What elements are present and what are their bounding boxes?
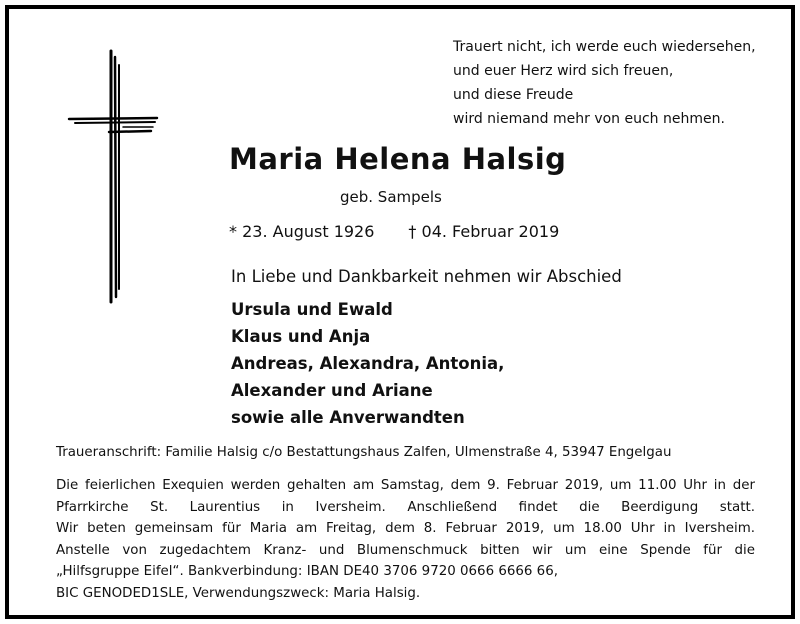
- poem-line: und euer Herz wird sich freuen,: [453, 63, 674, 79]
- mourning-address: Traueranschrift: Familie Halsig c/o Bestattungshaus Zalfen, Ulmenstraße 4, 53947 Engelgau: [56, 445, 672, 460]
- mourner-line: Alexander und Ariane: [231, 381, 433, 400]
- poem-line: wird niemand mehr von euch nehmen.: [453, 111, 725, 127]
- details-line: Wir beten gemeinsam für Maria am Freitag, dem 8. Februar 2019, um 18.00 Uhr in Iversheim.: [56, 521, 755, 536]
- mourner-line: sowie alle Anverwandten: [231, 408, 465, 427]
- details-line: BIC GENODED1SLE, Verwendungszweck: Maria Halsig.: [56, 585, 421, 601]
- mourner-line: Ursula und Ewald: [231, 300, 393, 319]
- service-details: [56, 475, 755, 604]
- mourner-line: Andreas, Alexandra, Antonia,: [231, 354, 505, 373]
- life-dates: [229, 222, 559, 241]
- mourner-line: Klaus und Anja: [231, 327, 371, 346]
- deceased-name: Maria Helena Halsig: [229, 142, 567, 176]
- death-date: † 04. Februar 2019: [408, 222, 560, 241]
- details-line: Die feierlichen Exequien werden gehalten am Samstag, dem 9. Februar 2019, um 11.00 Uhr in der: [56, 478, 755, 493]
- details-line: Pfarrkirche St. Laurentius in Iversheim. Anschließend findet die Beerdigung statt.: [56, 499, 755, 515]
- cross-icon: [65, 47, 160, 307]
- mourners-list: [231, 296, 504, 431]
- poem-line: und diese Freude: [453, 87, 574, 103]
- birth-date: * 23. August 1926: [229, 222, 375, 241]
- details-line: Anstelle von zugedachtem Kranz- und Blumenschmuck bitten wir um eine Spende für die: [56, 542, 755, 558]
- details-line: „Hilfsgruppe Eifel“. Bankverbindung: IBAN DE40 3706 9720 0666 6666 66,: [56, 564, 558, 579]
- poem-verse: [453, 35, 793, 131]
- obituary-notice: [5, 5, 795, 619]
- maiden-name: geb. Sampels: [340, 188, 442, 206]
- farewell-intro: In Liebe und Dankbarkeit nehmen wir Abschied: [231, 267, 622, 286]
- poem-line: Trauert nicht, ich werde euch wiedersehen,: [453, 39, 756, 55]
